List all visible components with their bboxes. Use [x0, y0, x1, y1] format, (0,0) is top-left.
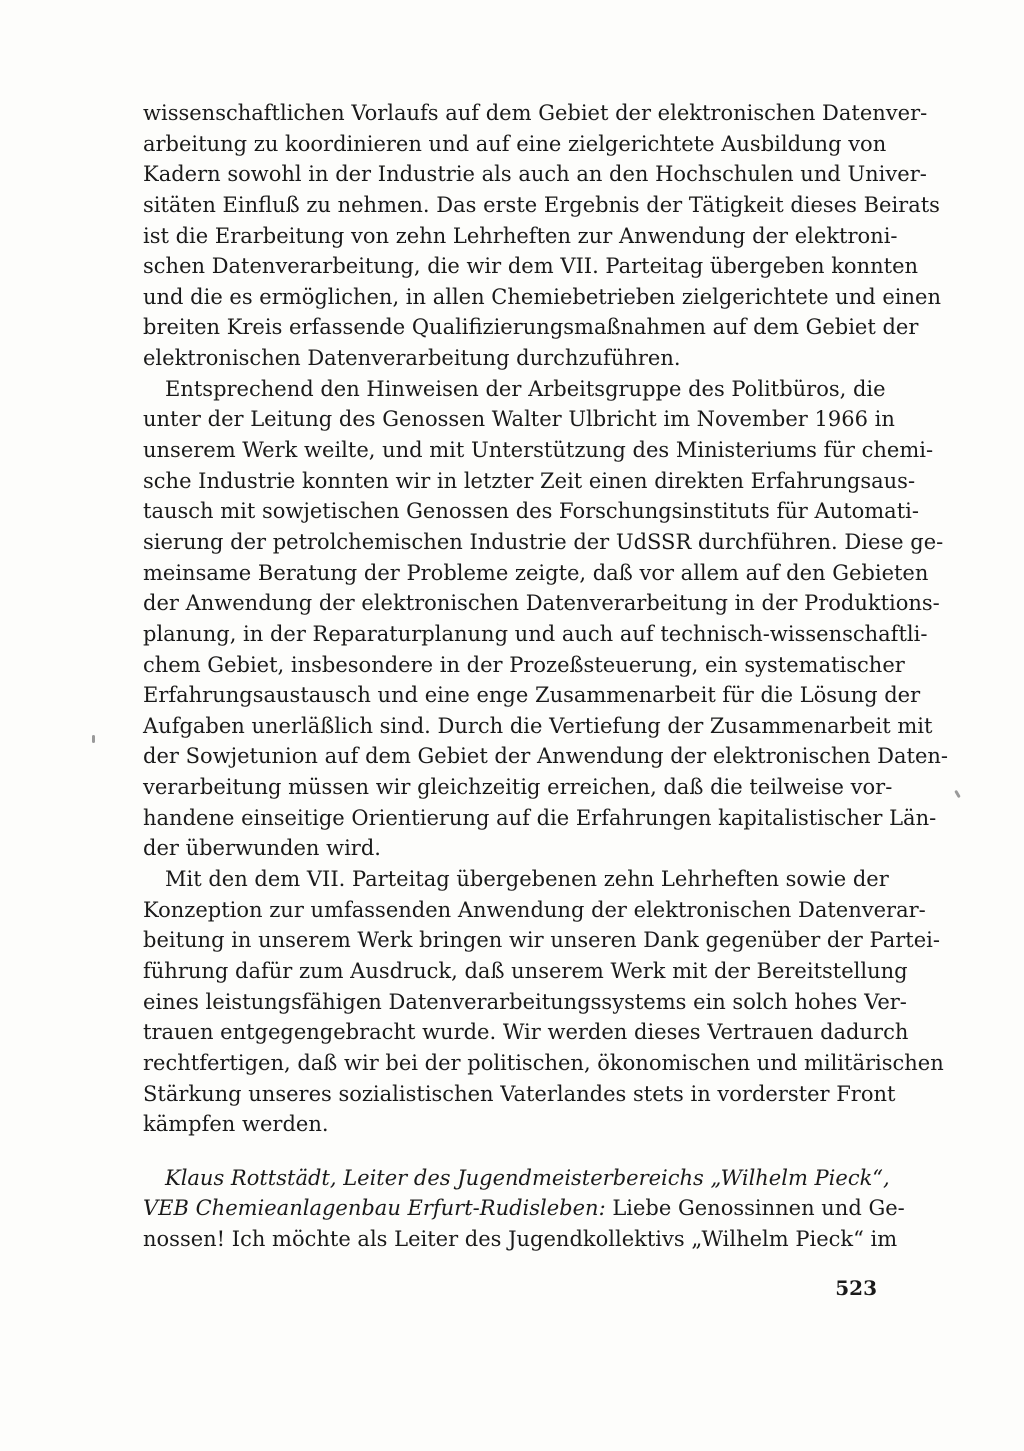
speaker-name: Klaus Rottstädt, Leiter des Jugendmeisterbereichs „Wilhelm Pieck“, [165, 1165, 890, 1190]
text-line: handene einseitige Orientierung auf die Erfahrungen kapitalistischer Län- [143, 805, 937, 830]
scan-speck [92, 735, 95, 743]
text-line: meinsame Beratung der Probleme zeigte, daß vor allem auf den Gebieten [143, 560, 929, 585]
text-line: unserem Werk weilte, und mit Unterstützung des Ministeriums für chemi- [143, 438, 934, 463]
scan-speck [954, 790, 961, 798]
text-line: Mit den dem VII. Parteitag übergebenen zehn Lehrheften sowie der [165, 867, 889, 892]
text-line: Aufgaben unerläßlich sind. Durch die Vertiefung der Zusammenarbeit mit [143, 713, 933, 738]
text-line: führung dafür zum Ausdruck, daß unserem Werk mit der Bereitstellung [143, 958, 908, 983]
text-line: eines leistungsfähigen Datenverarbeitungssystems ein solch hohes Ver- [143, 989, 907, 1014]
text-line: Erfahrungsaustausch und eine enge Zusammenarbeit für die Lösung der [143, 683, 921, 708]
text-line: breiten Kreis erfassende Qualifizierungsmaßnahmen auf dem Gebiet der [143, 315, 919, 340]
text-line: unter der Leitung des Genossen Walter Ulbricht im November 1966 in [143, 407, 895, 432]
text-line: ist die Erarbeitung von zehn Lehrheften zur Anwendung der elektroni- [143, 223, 898, 248]
text-line: kämpfen werden. [143, 1112, 329, 1137]
text-line: der Anwendung der elektronischen Datenverarbeitung in der Produktions- [143, 591, 940, 616]
text-line: sierung der petrolchemischen Industrie der UdSSR durchführen. Diese ge- [143, 529, 944, 554]
text-line: Kadern sowohl in der Industrie als auch an den Hochschulen und Univer- [143, 162, 927, 187]
text-line: tausch mit sowjetischen Genossen des Forschungsinstituts für Automati- [143, 499, 919, 524]
speech-text: Liebe Genossinnen und Ge- [605, 1196, 905, 1221]
speaker-line [143, 1163, 890, 1194]
text-line: und die es ermöglichen, in allen Chemiebetrieben zielgerichtete und einen [143, 284, 941, 309]
text-line: arbeitung zu koordinieren und auf eine zielgerichtete Ausbildung von [143, 131, 887, 156]
speaker-line [143, 1193, 905, 1224]
text-line: der Sowjetunion auf dem Gebiet der Anwendung der elektronischen Daten- [143, 744, 949, 769]
text-line: schen Datenverarbeitung, die wir dem VII. Parteitag übergeben konnten [143, 254, 919, 279]
paragraph-gap [143, 1140, 877, 1163]
body-text [143, 98, 949, 1255]
text-line: chem Gebiet, insbesondere in der Prozeßsteuerung, ein systematischer [143, 652, 905, 677]
text-line: Konzeption zur umfassenden Anwendung der elektronischen Datenverar- [143, 897, 926, 922]
text-line: wissenschaftlichen Vorlaufs auf dem Gebiet der elektronischen Datenver- [143, 101, 928, 125]
text-line: Stärkung unseres sozialistischen Vaterlandes stets in vorderster Front [143, 1081, 896, 1106]
text-line: sitäten Einfluß zu nehmen. Das erste Ergebnis der Tätigkeit dieses Beirats [143, 192, 940, 217]
page-number: 523 [835, 1276, 877, 1300]
text-line: beitung in unserem Werk bringen wir unseren Dank gegenüber der Partei- [143, 928, 940, 953]
text-line: Entsprechend den Hinweisen der Arbeitsgruppe des Politbüros, die [165, 376, 886, 401]
text-line: sche Industrie konnten wir in letzter Zeit einen direkten Erfahrungsaus- [143, 468, 916, 493]
text-line: trauen entgegengebracht wurde. Wir werden dieses Vertrauen dadurch [143, 1020, 909, 1045]
text-line: der überwunden wird. [143, 836, 381, 861]
text-line: planung, in der Reparaturplanung und auch auf technisch-wissenschaftli- [143, 621, 928, 646]
text-line: elektronischen Datenverarbeitung durchzuführen. [143, 346, 681, 371]
speaker-affiliation: VEB Chemieanlagenbau Erfurt-Rudisleben: [143, 1196, 606, 1221]
text-line: rechtfertigen, daß wir bei der politischen, ökonomischen und militärischen [143, 1050, 944, 1075]
text-line: verarbeitung müssen wir gleichzeitig erreichen, daß die teilweise vor- [143, 775, 893, 800]
text-line: nossen! Ich möchte als Leiter des Jugendkollektivs „Wilhelm Pieck“ im [143, 1227, 898, 1252]
